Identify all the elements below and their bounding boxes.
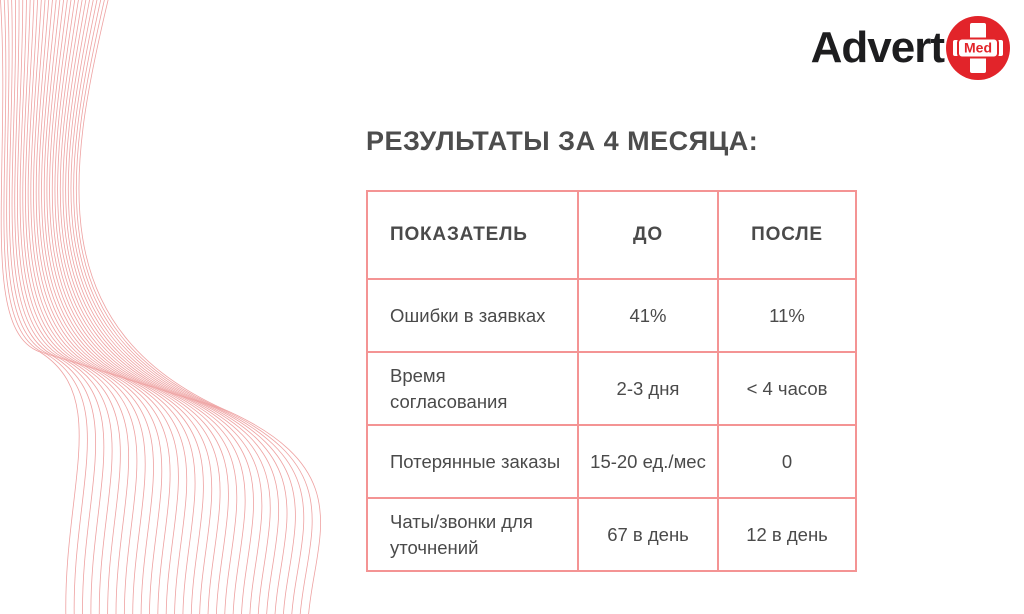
row-label: Потерянные заказы	[367, 425, 578, 498]
decorative-wave-lines	[0, 0, 340, 614]
table-row	[367, 352, 856, 425]
medical-cross-icon	[946, 16, 1010, 80]
results-table	[366, 190, 857, 572]
row-before: 2-3 дня	[578, 352, 718, 425]
row-before: 67 в день	[578, 498, 718, 571]
row-label: Ошибки в заявках	[367, 279, 578, 352]
row-after: 12 в день	[718, 498, 856, 571]
row-before: 15-20 ед./мес	[578, 425, 718, 498]
page-title: РЕЗУЛЬТАТЫ ЗА 4 МЕСЯЦА:	[366, 126, 759, 156]
table-row	[367, 498, 856, 571]
header-before: ДО	[578, 191, 718, 279]
slide-content	[366, 126, 858, 572]
row-after: 0	[718, 425, 856, 498]
advertmed-logo	[811, 16, 1010, 80]
table-row	[367, 279, 856, 352]
row-after: 11%	[718, 279, 856, 352]
row-label: Чаты/звонки для уточнений	[367, 498, 578, 571]
logo-med-badge: Med	[957, 38, 999, 59]
row-before: 41%	[578, 279, 718, 352]
logo-brand-text: Advert	[810, 23, 944, 72]
header-after: ПОСЛЕ	[718, 191, 856, 279]
row-label: Время согласования	[367, 352, 578, 425]
table-row	[367, 425, 856, 498]
row-after: < 4 часов	[718, 352, 856, 425]
header-indicator: ПОКАЗАТЕЛЬ	[367, 191, 578, 279]
table-header-row	[367, 191, 856, 279]
